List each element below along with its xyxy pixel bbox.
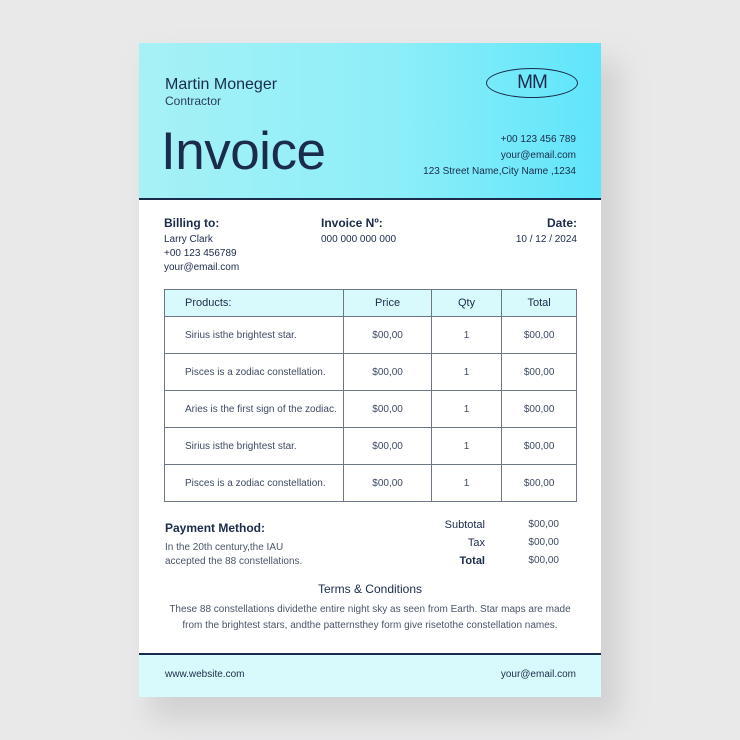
total-cell: $00,00: [502, 354, 577, 391]
table-row: [165, 428, 577, 465]
contact-address: 123 Street Name,City Name ,1234: [423, 166, 576, 177]
footer-website: www.website.com: [165, 669, 245, 680]
total-cell: $00,00: [502, 428, 577, 465]
logo-monogram: MM: [486, 68, 578, 98]
billing-label: Billing to:: [164, 216, 220, 230]
qty-cell: 1: [431, 428, 501, 465]
items-table: [164, 289, 577, 502]
price-cell: $00,00: [344, 428, 432, 465]
table-row: [165, 465, 577, 502]
qty-cell: 1: [431, 465, 501, 502]
price-cell: $00,00: [344, 391, 432, 428]
qty-cell: 1: [431, 354, 501, 391]
date-block: [516, 216, 577, 247]
table-header-row: [165, 290, 577, 317]
table-row: [165, 354, 577, 391]
totals-block: [439, 519, 559, 573]
contact-block: [423, 132, 576, 180]
terms-line1: These 88 constellations dividethe entire night sky as seen from Earth. Star maps are made: [169, 604, 571, 615]
date-value: 10 / 12 / 2024: [515, 234, 577, 245]
invoice-number-block: [321, 216, 396, 247]
payment-label: Payment Method:: [165, 521, 266, 535]
table-row: [165, 317, 577, 354]
total-value: $00,00: [528, 555, 559, 566]
payment-block: [165, 521, 302, 569]
price-cell: $00,00: [344, 465, 432, 502]
payment-text-line1: In the 20th century,the IAU: [165, 542, 284, 553]
tax-label: Tax: [467, 537, 485, 549]
contractor-role: Contractor: [165, 94, 222, 108]
product-cell: Pisces is a zodiac constellation.: [165, 465, 344, 502]
total-cell: $00,00: [502, 317, 577, 354]
product-cell: Pisces is a zodiac constellation.: [165, 354, 344, 391]
invoice-footer: [139, 653, 601, 697]
date-label: Date:: [546, 216, 577, 230]
product-cell: Sirius isthe brightest star.: [165, 317, 344, 354]
contact-phone: +00 123 456 789: [500, 134, 576, 145]
contact-email: your@email.com: [500, 150, 576, 161]
header-qty: Qty: [431, 290, 501, 317]
tax-row: [439, 537, 559, 555]
terms-line2: from the brightest stars, andthe patternsthey form give risetothe constellation names.: [182, 620, 558, 631]
billing-phone: +00 123 456789: [164, 248, 237, 259]
invoice-title: Invoice: [161, 122, 326, 181]
terms-text: [164, 602, 576, 634]
terms-title: Terms & Conditions: [317, 582, 423, 596]
payment-text-line2: accepted the 88 constellations.: [165, 556, 303, 567]
qty-cell: 1: [431, 317, 501, 354]
total-label: Total: [459, 555, 485, 567]
invoice-page: [139, 43, 601, 697]
billing-block: [164, 216, 239, 275]
price-cell: $00,00: [344, 354, 432, 391]
subtotal-value: $00,00: [528, 519, 559, 530]
subtotal-row: [439, 519, 559, 537]
billing-email: your@email.com: [164, 262, 240, 273]
contractor-name: Martin Moneger: [165, 76, 278, 93]
footer-email: your@email.com: [500, 669, 576, 680]
total-cell: $00,00: [502, 391, 577, 428]
subtotal-label: Subtotal: [444, 519, 485, 531]
table-row: [165, 391, 577, 428]
price-cell: $00,00: [344, 317, 432, 354]
invoice-header: [139, 43, 601, 200]
tax-value: $00,00: [528, 537, 559, 548]
product-cell: Aries is the first sign of the zodiac.: [165, 391, 344, 428]
invoice-number-label: Invoice Nº:: [321, 216, 383, 230]
product-cell: Sirius isthe brightest star.: [165, 428, 344, 465]
invoice-number-value: 000 000 000 000: [321, 234, 397, 245]
qty-cell: 1: [431, 391, 501, 428]
total-cell: $00,00: [502, 465, 577, 502]
header-products: Products:: [165, 290, 344, 317]
total-row: [439, 555, 559, 573]
header-total: Total: [502, 290, 577, 317]
header-price: Price: [344, 290, 432, 317]
billing-client: Larry Clark: [164, 234, 213, 245]
